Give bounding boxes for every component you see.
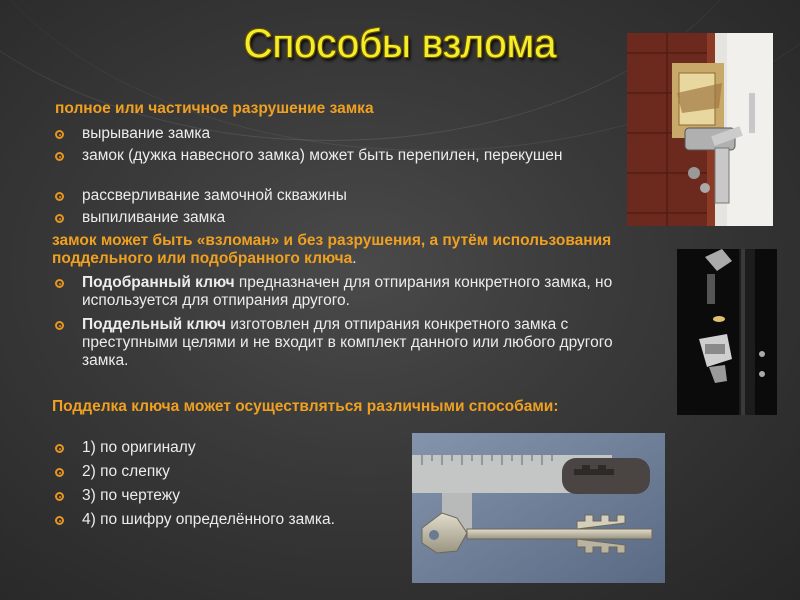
section3-item: 2) по слепку [82,463,170,480]
section2-item [82,316,652,370]
section1-heading: полное или частичное разрушение замка [55,100,374,117]
section3-heading: Подделка ключа может осуществляться различными способами: [52,398,559,415]
term-definition: изготовлен для отпирания конкретного замка с преступными целями и не входит в комплект данного или любого другого замка. [82,316,613,369]
section3-item: 3) по чертежу [82,487,181,504]
bullet-icon [55,492,64,501]
key-and-impression-photo [412,433,665,583]
section1-item: рассверливание замочной скважины [82,187,347,204]
term-label: Поддельный ключ [82,316,226,333]
bullet-icon [55,130,64,139]
bullet-icon [55,444,64,453]
bullet-icon [55,321,64,330]
term-label: Подобранный ключ [82,274,235,291]
broken-door-lock-photo [627,33,773,226]
section3-item: 1) по оригиналу [82,439,196,456]
term-definition: предназначен для отпирания конкретного замка, но используется для отпирания другого. [82,274,613,309]
section1-item: замок (дужка навесного замка) может быть перепилен, перекушен [82,147,563,164]
bullet-icon [55,279,64,288]
section1-item: выпиливание замка [82,209,226,226]
bullet-icon [55,214,64,223]
section2-heading [52,232,612,268]
bullet-icon [55,152,64,161]
section3-item: 4) по шифру определённого замка. [82,511,335,528]
door-lock-mechanism-photo [677,249,777,415]
section1-item: вырывание замка [82,125,211,142]
slide-title: Способы взлома [243,22,557,66]
section2-heading-text: замок может быть «взломан» и без разрушения, а путём использования поддельного или подобранного ключа [52,232,612,267]
bullet-icon [55,516,64,525]
bullet-icon [55,468,64,477]
section2-item [82,274,652,310]
bullet-icon [55,192,64,201]
section2-heading-end: . [352,250,357,267]
